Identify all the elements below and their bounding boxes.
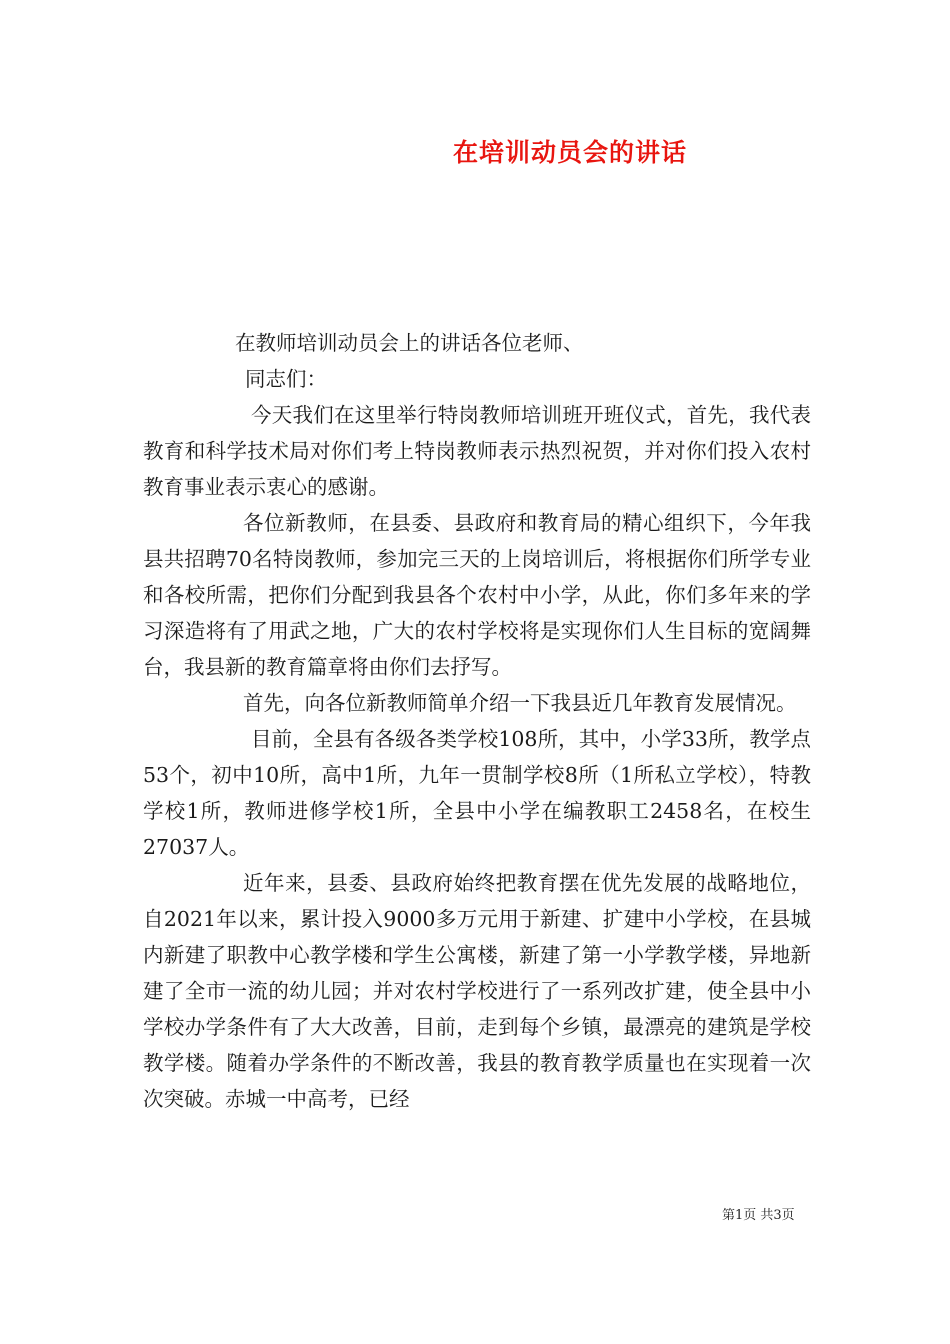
paragraph-1: 今天我们在这里举行特岗教师培训班开班仪式，首先，我代表教育和科学技术局对你们考上特岗教师表示热烈祝贺，并对你们投入农村教育事业表示衷心的感谢。 (143, 403, 811, 499)
paragraph-5: 近年来，县委、县政府始终把教育摆在优先发展的战略地位，自2021年以来，累计投入9000多万元用于新建、扩建中小学校，在县城内新建了职教中心教学楼和学生公寓楼，新建了第一小学教学楼，异地新建了全市一流的幼儿园；并对农村学校进行了一系列改扩建，使全县中小学校办学条件有了大大改善，目前，走到每个乡镇，最漂亮的建筑是学校教学楼。随着办学条件的不断改善，我县的教育教学质量也在实现着一次次突破。赤城一中高考，已经 (143, 871, 811, 1111)
paragraph-4: 目前，全县有各级各类学校108所，其中，小学33所，教学点53个，初中10所，高中1所，九年一贯制学校8所（1所私立学校），特教学校1所，教师进修学校1所，全县中小学在编教职工2458名，在校生27037人。 (143, 727, 811, 859)
paragraph-2: 各位新教师，在县委、县政府和教育局的精心组织下，今年我县共招聘70名特岗教师，参加完三天的上岗培训后，将根据你们所学专业和各校所需，把你们分配到我县各个农村中小学，从此，你们多年来的学习深造将有了用武之地，广大的农村学校将是实现你们人生目标的宽阔舞台，我县新的教育篇章将由你们去抒写。 (143, 511, 811, 679)
document-body (143, 325, 811, 1117)
opening-line: 在教师培训动员会上的讲话各位老师、 (235, 331, 584, 355)
page-footer: 第1页 共3页 (722, 1208, 795, 1223)
document-title: 在培训动员会的讲话 (452, 138, 687, 167)
paragraph-3: 首先，向各位新教师简单介绍一下我县近几年教育发展情况。 (243, 691, 797, 715)
salutation: 同志们： (245, 367, 327, 391)
